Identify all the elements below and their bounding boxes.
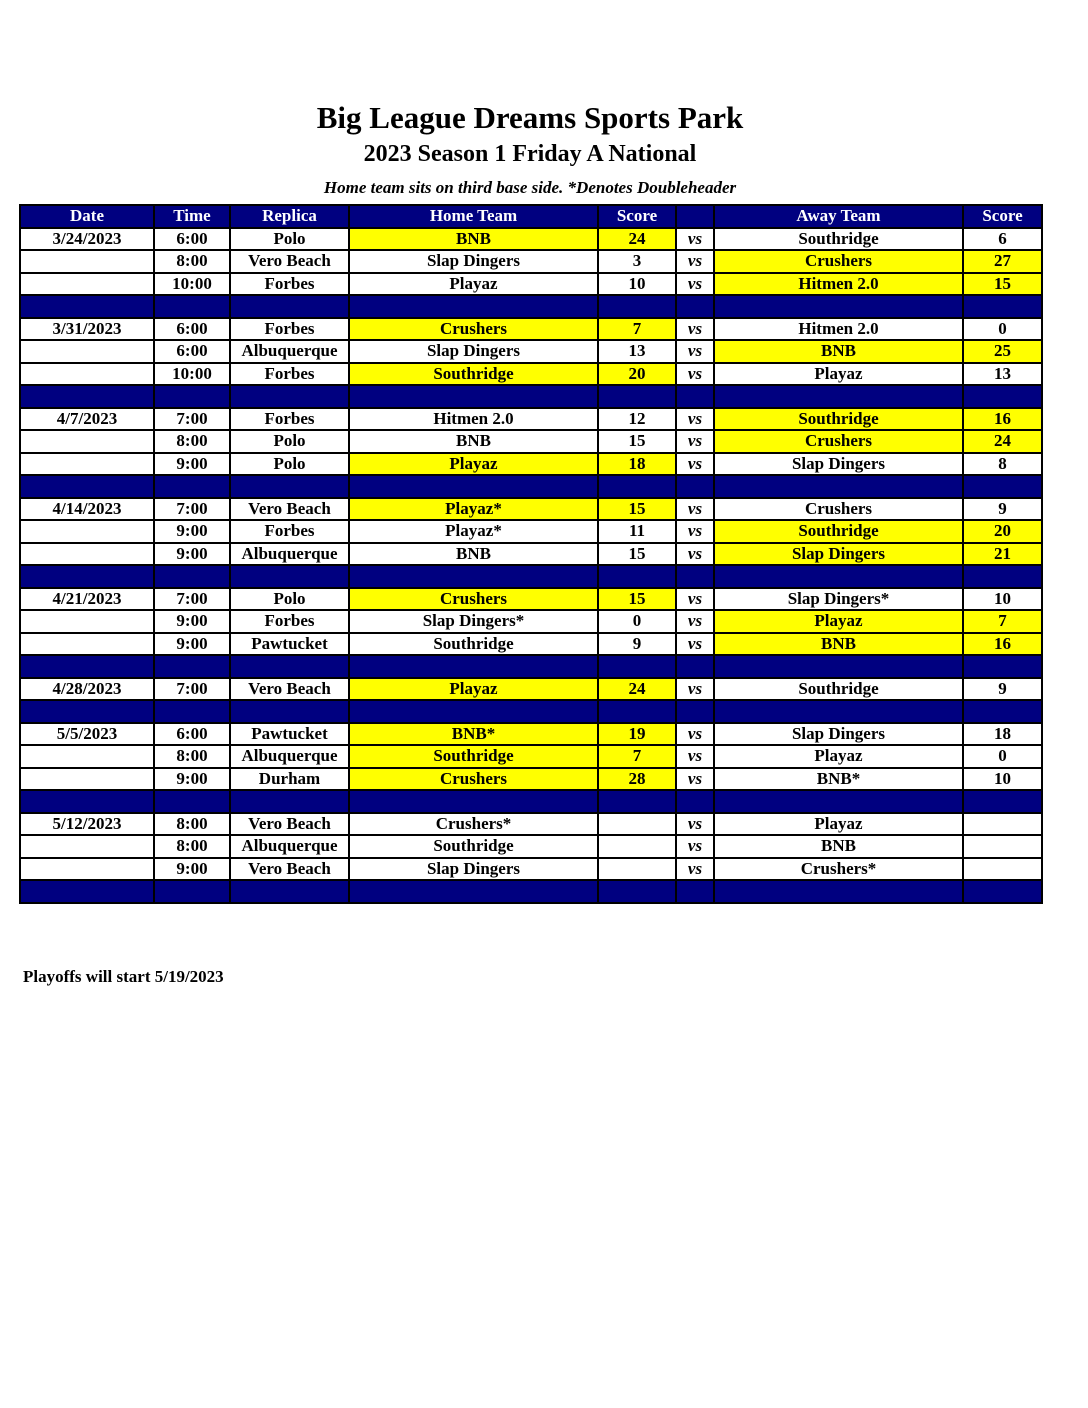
home-score-cell: 15 (598, 588, 676, 611)
home-score-cell: 11 (598, 520, 676, 543)
separator-cell (20, 565, 154, 588)
separator-cell (963, 655, 1042, 678)
home-team-cell: Playaz* (349, 498, 598, 521)
home-score-cell: 13 (598, 340, 676, 363)
away-team-cell: Hitmen 2.0 (714, 273, 963, 296)
vs-cell: vs (676, 228, 714, 251)
home-score-cell: 10 (598, 273, 676, 296)
separator-cell (598, 385, 676, 408)
away-team-cell: Hitmen 2.0 (714, 318, 963, 341)
date-cell (20, 768, 154, 791)
time-cell: 8:00 (154, 813, 230, 836)
date-cell (20, 273, 154, 296)
time-cell: 10:00 (154, 363, 230, 386)
separator-cell (154, 880, 230, 903)
date-cell (20, 745, 154, 768)
home-score-cell: 19 (598, 723, 676, 746)
playoffs-note: Playoffs will start 5/19/2023 (23, 967, 224, 986)
separator-cell (154, 700, 230, 723)
header-row (20, 205, 1042, 228)
replica-cell: Forbes (230, 408, 349, 431)
away-score-cell: 27 (963, 250, 1042, 273)
separator-cell (349, 295, 598, 318)
date-cell (20, 453, 154, 476)
time-cell: 6:00 (154, 318, 230, 341)
vs-cell: vs (676, 520, 714, 543)
replica-cell: Durham (230, 768, 349, 791)
game-row (20, 768, 1042, 791)
away-score-cell: 20 (963, 520, 1042, 543)
separator-cell (714, 880, 963, 903)
away-score-cell: 9 (963, 678, 1042, 701)
away-score-cell: 10 (963, 768, 1042, 791)
home-team-cell: Playaz (349, 453, 598, 476)
time-cell: 8:00 (154, 430, 230, 453)
game-row (20, 250, 1042, 273)
separator-row (20, 475, 1042, 498)
game-row (20, 723, 1042, 746)
away-team-cell: Playaz (714, 813, 963, 836)
away-team-cell: Slap Dingers* (714, 588, 963, 611)
home-score-cell: 28 (598, 768, 676, 791)
away-score-cell: 13 (963, 363, 1042, 386)
game-row (20, 745, 1042, 768)
home-score-cell: 15 (598, 430, 676, 453)
separator-cell (676, 565, 714, 588)
home-team-cell: BNB* (349, 723, 598, 746)
vs-cell: vs (676, 813, 714, 836)
date-cell: 3/24/2023 (20, 228, 154, 251)
away-score-cell: 25 (963, 340, 1042, 363)
date-cell (20, 633, 154, 656)
separator-cell (230, 475, 349, 498)
schedule-note: Home team sits on third base side. *Denotes Doubleheader (323, 178, 737, 197)
separator-cell (676, 790, 714, 813)
away-team-cell: BNB* (714, 768, 963, 791)
vs-cell: vs (676, 430, 714, 453)
home-team-cell: Slap Dingers* (349, 610, 598, 633)
separator-cell (20, 385, 154, 408)
time-cell: 8:00 (154, 745, 230, 768)
date-cell: 3/31/2023 (20, 318, 154, 341)
separator-cell (349, 475, 598, 498)
separator-cell (20, 700, 154, 723)
time-cell: 10:00 (154, 273, 230, 296)
game-row (20, 498, 1042, 521)
home-score-cell: 15 (598, 543, 676, 566)
separator-cell (676, 385, 714, 408)
date-cell: 4/7/2023 (20, 408, 154, 431)
time-cell: 6:00 (154, 723, 230, 746)
home-team-cell: Crushers (349, 768, 598, 791)
time-cell: 8:00 (154, 835, 230, 858)
away-score-cell: 7 (963, 610, 1042, 633)
col-replica: Replica (230, 205, 349, 228)
away-score-cell: 8 (963, 453, 1042, 476)
separator-cell (230, 700, 349, 723)
away-score-cell: 0 (963, 318, 1042, 341)
away-team-cell: Slap Dingers (714, 723, 963, 746)
separator-cell (349, 655, 598, 678)
separator-row (20, 655, 1042, 678)
vs-cell: vs (676, 250, 714, 273)
time-cell: 7:00 (154, 678, 230, 701)
replica-cell: Forbes (230, 318, 349, 341)
separator-cell (230, 385, 349, 408)
replica-cell: Polo (230, 588, 349, 611)
game-row (20, 340, 1042, 363)
home-score-cell (598, 835, 676, 858)
separator-cell (676, 655, 714, 678)
vs-cell: vs (676, 835, 714, 858)
game-row (20, 273, 1042, 296)
separator-cell (676, 880, 714, 903)
col-home-score: Score (598, 205, 676, 228)
vs-cell: vs (676, 745, 714, 768)
replica-cell: Forbes (230, 273, 349, 296)
date-cell: 5/5/2023 (20, 723, 154, 746)
time-cell: 8:00 (154, 250, 230, 273)
separator-cell (714, 700, 963, 723)
separator-row (20, 790, 1042, 813)
separator-cell (598, 475, 676, 498)
separator-cell (20, 295, 154, 318)
separator-cell (963, 700, 1042, 723)
separator-cell (20, 655, 154, 678)
away-team-cell: Playaz (714, 363, 963, 386)
replica-cell: Forbes (230, 610, 349, 633)
replica-cell: Polo (230, 453, 349, 476)
away-score-cell: 15 (963, 273, 1042, 296)
away-score-cell (963, 813, 1042, 836)
separator-cell (676, 700, 714, 723)
away-score-cell: 10 (963, 588, 1042, 611)
separator-row (20, 700, 1042, 723)
separator-cell (154, 385, 230, 408)
time-cell: 6:00 (154, 340, 230, 363)
time-cell: 7:00 (154, 408, 230, 431)
home-score-cell: 24 (598, 678, 676, 701)
separator-cell (154, 475, 230, 498)
vs-cell: vs (676, 363, 714, 386)
separator-cell (598, 655, 676, 678)
vs-cell: vs (676, 453, 714, 476)
home-score-cell: 9 (598, 633, 676, 656)
home-score-cell (598, 858, 676, 881)
separator-cell (20, 880, 154, 903)
away-team-cell: Southridge (714, 408, 963, 431)
separator-cell (154, 655, 230, 678)
home-team-cell: Slap Dingers (349, 340, 598, 363)
game-row (20, 453, 1042, 476)
separator-cell (598, 295, 676, 318)
col-away-team: Away Team (714, 205, 963, 228)
separator-cell (349, 385, 598, 408)
separator-cell (714, 565, 963, 588)
separator-row (20, 385, 1042, 408)
home-team-cell: Playaz* (349, 520, 598, 543)
home-score-cell: 7 (598, 318, 676, 341)
replica-cell: Albuquerque (230, 745, 349, 768)
separator-cell (230, 790, 349, 813)
time-cell: 6:00 (154, 228, 230, 251)
away-team-cell: Crushers (714, 250, 963, 273)
date-cell (20, 610, 154, 633)
separator-cell (230, 565, 349, 588)
vs-cell: vs (676, 858, 714, 881)
col-vs (676, 205, 714, 228)
game-row (20, 520, 1042, 543)
col-time: Time (154, 205, 230, 228)
time-cell: 9:00 (154, 858, 230, 881)
page-title: Big League Dreams Sports Park (316, 100, 744, 135)
col-home-team: Home Team (349, 205, 598, 228)
home-team-cell: BNB (349, 228, 598, 251)
replica-cell: Albuquerque (230, 340, 349, 363)
home-team-cell: Playaz (349, 273, 598, 296)
away-team-cell: Crushers* (714, 858, 963, 881)
separator-cell (154, 790, 230, 813)
schedule-table (19, 204, 1043, 904)
away-team-cell: Playaz (714, 745, 963, 768)
col-away-score: Score (963, 205, 1042, 228)
separator-cell (154, 565, 230, 588)
home-team-cell: BNB (349, 543, 598, 566)
vs-cell: vs (676, 768, 714, 791)
separator-cell (349, 880, 598, 903)
date-cell (20, 340, 154, 363)
home-team-cell: Slap Dingers (349, 250, 598, 273)
date-cell (20, 858, 154, 881)
away-score-cell (963, 858, 1042, 881)
game-row (20, 588, 1042, 611)
separator-cell (230, 880, 349, 903)
away-score-cell: 0 (963, 745, 1042, 768)
home-team-cell: BNB (349, 430, 598, 453)
replica-cell: Vero Beach (230, 498, 349, 521)
vs-cell: vs (676, 273, 714, 296)
separator-cell (598, 565, 676, 588)
date-cell: 4/21/2023 (20, 588, 154, 611)
separator-cell (963, 295, 1042, 318)
replica-cell: Polo (230, 430, 349, 453)
vs-cell: vs (676, 588, 714, 611)
game-row (20, 835, 1042, 858)
away-score-cell: 16 (963, 408, 1042, 431)
vs-cell: vs (676, 543, 714, 566)
game-row (20, 430, 1042, 453)
away-team-cell: BNB (714, 340, 963, 363)
separator-cell (676, 475, 714, 498)
home-score-cell (598, 813, 676, 836)
separator-cell (598, 790, 676, 813)
separator-cell (963, 475, 1042, 498)
vs-cell: vs (676, 678, 714, 701)
date-cell (20, 363, 154, 386)
replica-cell: Vero Beach (230, 813, 349, 836)
away-team-cell: Southridge (714, 678, 963, 701)
time-cell: 9:00 (154, 543, 230, 566)
home-score-cell: 20 (598, 363, 676, 386)
replica-cell: Vero Beach (230, 250, 349, 273)
game-row (20, 363, 1042, 386)
separator-cell (230, 295, 349, 318)
separator-cell (349, 700, 598, 723)
vs-cell: vs (676, 340, 714, 363)
time-cell: 9:00 (154, 610, 230, 633)
game-row (20, 408, 1042, 431)
vs-cell: vs (676, 633, 714, 656)
home-score-cell: 18 (598, 453, 676, 476)
replica-cell: Vero Beach (230, 678, 349, 701)
vs-cell: vs (676, 408, 714, 431)
game-row (20, 228, 1042, 251)
separator-row (20, 295, 1042, 318)
away-score-cell: 16 (963, 633, 1042, 656)
away-team-cell: Crushers (714, 430, 963, 453)
time-cell: 9:00 (154, 768, 230, 791)
page-subtitle: 2023 Season 1 Friday A National (363, 141, 697, 167)
replica-cell: Albuquerque (230, 835, 349, 858)
separator-cell (963, 385, 1042, 408)
time-cell: 9:00 (154, 453, 230, 476)
separator-cell (598, 700, 676, 723)
away-score-cell (963, 835, 1042, 858)
replica-cell: Pawtucket (230, 723, 349, 746)
home-team-cell: Crushers (349, 588, 598, 611)
col-date: Date (20, 205, 154, 228)
time-cell: 7:00 (154, 588, 230, 611)
replica-cell: Vero Beach (230, 858, 349, 881)
home-score-cell: 24 (598, 228, 676, 251)
separator-cell (714, 790, 963, 813)
home-score-cell: 0 (598, 610, 676, 633)
replica-cell: Forbes (230, 363, 349, 386)
date-cell (20, 835, 154, 858)
date-cell (20, 250, 154, 273)
date-cell (20, 430, 154, 453)
vs-cell: vs (676, 610, 714, 633)
vs-cell: vs (676, 498, 714, 521)
home-team-cell: Southridge (349, 363, 598, 386)
separator-cell (963, 565, 1042, 588)
date-cell: 5/12/2023 (20, 813, 154, 836)
away-team-cell: Crushers (714, 498, 963, 521)
home-team-cell: Crushers (349, 318, 598, 341)
home-team-cell: Playaz (349, 678, 598, 701)
home-team-cell: Crushers* (349, 813, 598, 836)
away-score-cell: 6 (963, 228, 1042, 251)
date-cell (20, 520, 154, 543)
game-row (20, 858, 1042, 881)
home-team-cell: Southridge (349, 745, 598, 768)
home-team-cell: Slap Dingers (349, 858, 598, 881)
date-cell (20, 543, 154, 566)
replica-cell: Pawtucket (230, 633, 349, 656)
replica-cell: Forbes (230, 520, 349, 543)
game-row (20, 633, 1042, 656)
separator-cell (714, 655, 963, 678)
separator-cell (714, 295, 963, 318)
away-score-cell: 24 (963, 430, 1042, 453)
game-row (20, 610, 1042, 633)
game-row (20, 813, 1042, 836)
home-score-cell: 3 (598, 250, 676, 273)
away-team-cell: Playaz (714, 610, 963, 633)
separator-cell (20, 475, 154, 498)
home-score-cell: 15 (598, 498, 676, 521)
game-row (20, 543, 1042, 566)
away-team-cell: Southridge (714, 520, 963, 543)
away-team-cell: BNB (714, 835, 963, 858)
home-team-cell: Southridge (349, 835, 598, 858)
date-cell: 4/28/2023 (20, 678, 154, 701)
separator-cell (154, 295, 230, 318)
replica-cell: Polo (230, 228, 349, 251)
separator-row (20, 565, 1042, 588)
vs-cell: vs (676, 723, 714, 746)
home-score-cell: 7 (598, 745, 676, 768)
home-team-cell: Southridge (349, 633, 598, 656)
home-team-cell: Hitmen 2.0 (349, 408, 598, 431)
time-cell: 7:00 (154, 498, 230, 521)
time-cell: 9:00 (154, 633, 230, 656)
away-team-cell: Slap Dingers (714, 453, 963, 476)
away-score-cell: 9 (963, 498, 1042, 521)
game-row (20, 318, 1042, 341)
replica-cell: Albuquerque (230, 543, 349, 566)
away-team-cell: Southridge (714, 228, 963, 251)
separator-cell (714, 475, 963, 498)
game-row (20, 678, 1042, 701)
away-score-cell: 18 (963, 723, 1042, 746)
home-score-cell: 12 (598, 408, 676, 431)
separator-cell (676, 295, 714, 318)
separator-cell (230, 655, 349, 678)
away-score-cell: 21 (963, 543, 1042, 566)
time-cell: 9:00 (154, 520, 230, 543)
separator-cell (598, 880, 676, 903)
separator-cell (714, 385, 963, 408)
separator-cell (349, 790, 598, 813)
separator-cell (963, 880, 1042, 903)
separator-cell (20, 790, 154, 813)
away-team-cell: BNB (714, 633, 963, 656)
date-cell: 4/14/2023 (20, 498, 154, 521)
separator-cell (349, 565, 598, 588)
away-team-cell: Slap Dingers (714, 543, 963, 566)
separator-row (20, 880, 1042, 903)
separator-cell (963, 790, 1042, 813)
vs-cell: vs (676, 318, 714, 341)
